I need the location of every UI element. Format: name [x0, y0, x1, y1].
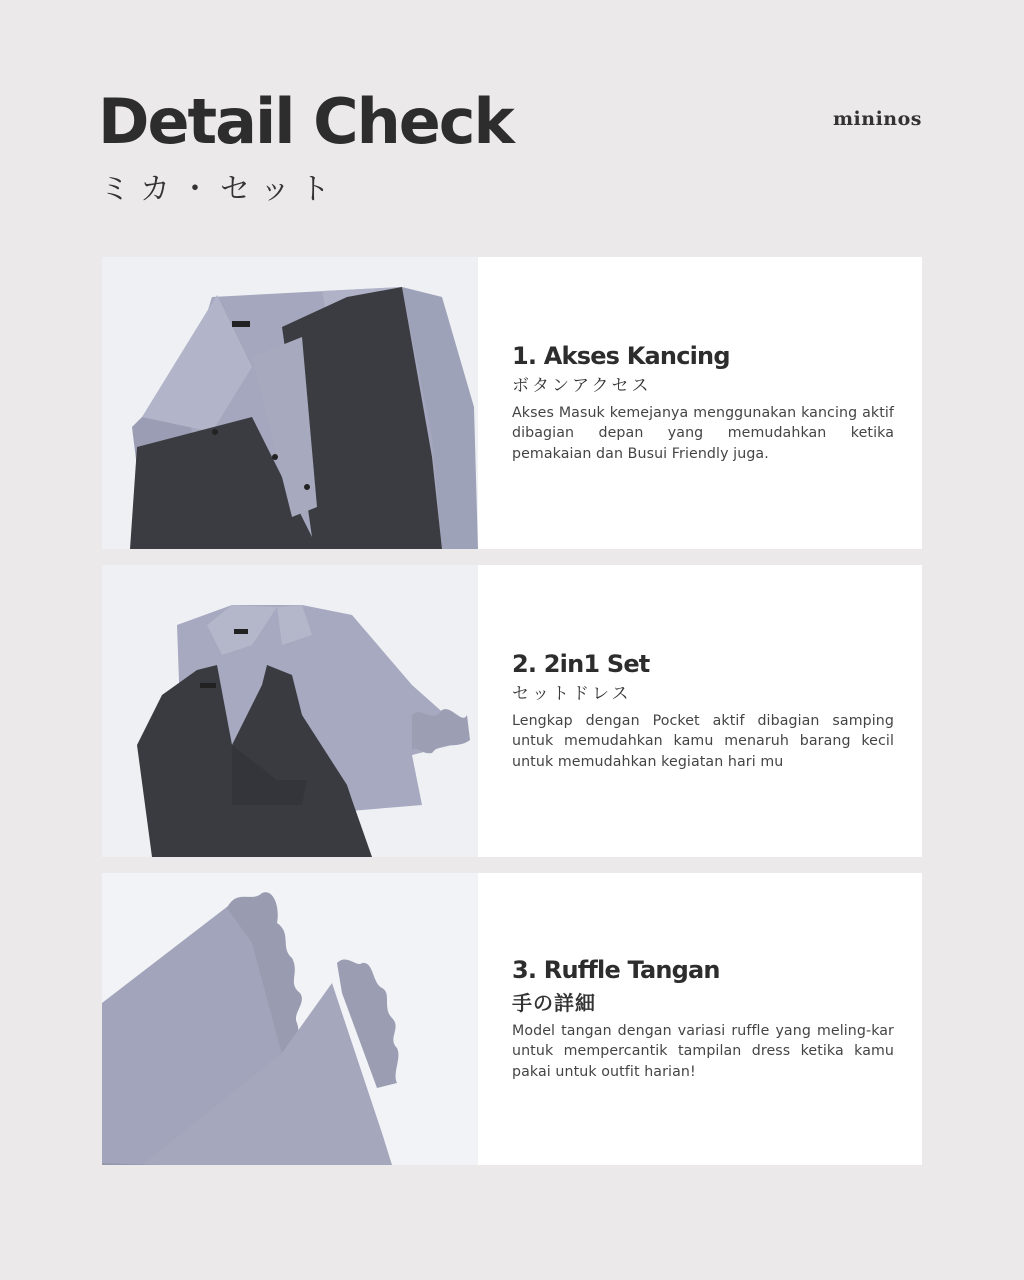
- detail-card-buttons: [102, 257, 922, 549]
- photo-button-access: [102, 257, 478, 549]
- page-title: Detail Check: [98, 85, 513, 158]
- detail-info-1: [478, 257, 922, 549]
- brand-logo: mininos: [832, 108, 922, 130]
- detail-jp-label: 手の詳細: [512, 990, 596, 1015]
- detail-heading: 2. 2in1 Set: [512, 649, 650, 678]
- detail-heading: 1. Akses Kancing: [512, 341, 730, 370]
- detail-description: Akses Masuk kemejanya menggunakan kancing aktif dibagian depan yang memudahkan ketika pemakaian dan Busui Friendly juga.: [512, 404, 894, 462]
- detail-jp-label: ボタンアクセス: [512, 376, 652, 397]
- detail-card-ruffle: [102, 873, 922, 1165]
- detail-card-set: [102, 565, 922, 857]
- detail-description: Lengkap dengan Pocket aktif dibagian samping untuk memudahkan kamu menaruh barang kecil untuk memudahkan kegiatan hari mu: [512, 712, 894, 770]
- detail-info-3: [478, 873, 922, 1165]
- shirt-collar-illustration: [102, 257, 478, 549]
- page-subtitle: ミカ・セット: [100, 172, 340, 207]
- photo-2in1-set: [102, 565, 478, 857]
- photo-ruffle-sleeve: [102, 873, 478, 1165]
- detail-info-2: [478, 565, 922, 857]
- set-dress-illustration: [102, 565, 478, 857]
- ruffle-sleeve-illustration: [102, 873, 478, 1165]
- detail-jp-label: セットドレス: [512, 684, 632, 705]
- detail-heading: 3. Ruffle Tangan: [512, 955, 720, 984]
- detail-description: Model tangan dengan variasi ruffle yang meling-kar untuk mempercantik tampilan dress ketika kamu pakai untuk outfit harian!: [512, 1022, 894, 1080]
